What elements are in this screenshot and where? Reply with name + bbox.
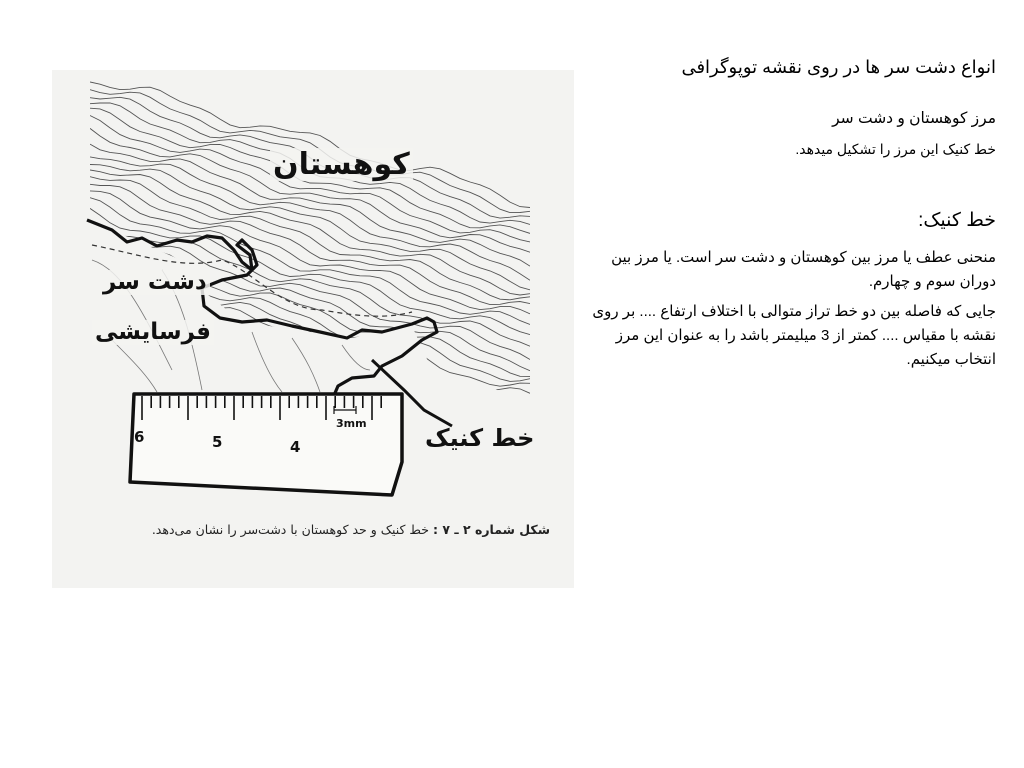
contour-line xyxy=(90,198,530,325)
plain-contour-line xyxy=(292,338,320,392)
ruler-mm-label: 3mm xyxy=(336,417,367,430)
paragraph-criterion: جایی که فاصله بین دو خط تراز متوالی با اختلاف ارتفاع .... بر روی نقشه با مقیاس .... کمتر از 3 میلیمتر باشد را به عنوان این مرز انتخاب میکنیم. xyxy=(592,302,996,368)
caption-number: شکل شماره ۲ ـ ۷ : xyxy=(433,522,550,537)
figure-caption xyxy=(62,522,550,537)
plain-contour-line xyxy=(252,332,282,392)
paragraph-definition: منحنی عطف یا مرز بین کوهستان و دشت سر است. یا مرز بین دوران سوم و چهارم. xyxy=(611,248,996,290)
ruler-number-6: 6 xyxy=(134,428,145,446)
label-mountain: کوهستان xyxy=(270,148,413,181)
topographic-figure xyxy=(52,70,574,588)
section-heading: خط کنیک: xyxy=(918,210,996,232)
page-title: انواع دشت سر ها در روی نقشه توپوگرافی xyxy=(681,57,996,77)
ruler-number-5: 5 xyxy=(212,433,223,451)
subtitle: مرز کوهستان و دشت سر xyxy=(832,110,996,128)
label-plain-line2: فرسایشی xyxy=(92,320,214,345)
text-column xyxy=(584,56,996,378)
label-knick-line: خط کنیک xyxy=(425,424,535,452)
plain-contour-line xyxy=(342,345,370,370)
label-plain-line1: دشت سر xyxy=(100,270,210,295)
ruler-number-4: 4 xyxy=(290,438,301,456)
subtitle-line: خط کنیک این مرز را تشکیل میدهد. xyxy=(795,140,996,157)
plain-contour-line xyxy=(112,340,157,392)
caption-text: خط کنیک و حد کوهستان با دشت‌سر را نشان می‌دهد. xyxy=(151,522,430,537)
scale-ruler xyxy=(130,394,402,495)
contour-line xyxy=(90,247,530,371)
